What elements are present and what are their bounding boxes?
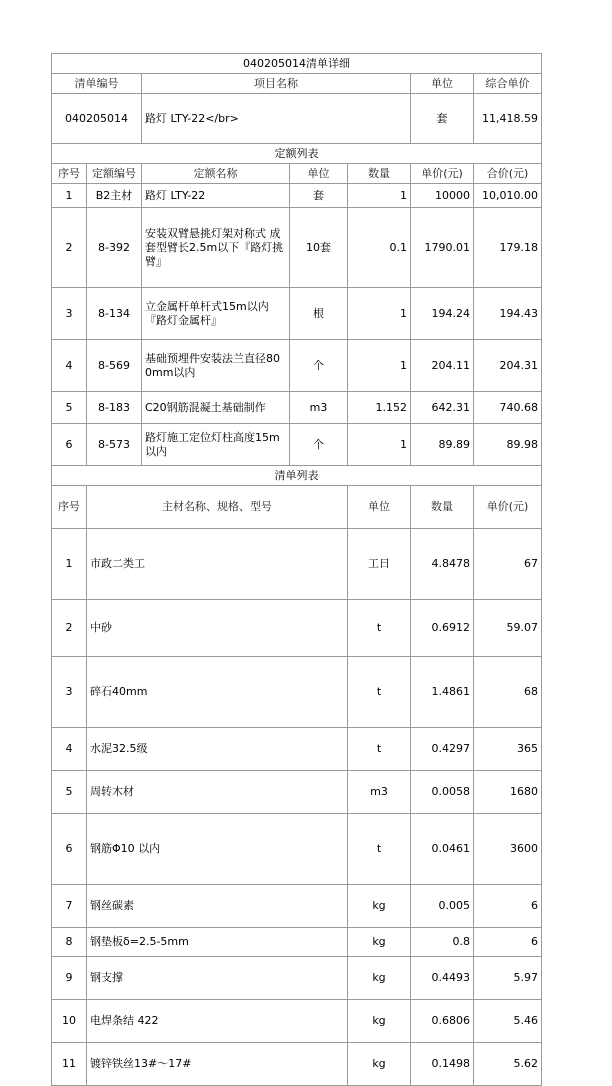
material-unit: kg	[348, 885, 411, 928]
materials-header-name: 主材名称、规格、型号	[87, 486, 348, 529]
material-row	[52, 771, 542, 814]
material-qty: 0.1498	[411, 1043, 474, 1086]
material-row	[52, 1043, 542, 1086]
quota-code: B2主材	[87, 184, 142, 208]
quota-section-title: 定额列表	[52, 144, 542, 164]
material-name: 水泥32.5级	[87, 728, 348, 771]
materials-section-title: 清单列表	[52, 466, 542, 486]
material-qty: 0.6912	[411, 600, 474, 657]
material-name: 钢丝碳素	[87, 885, 348, 928]
material-qty: 0.8	[411, 928, 474, 957]
material-row	[52, 600, 542, 657]
material-qty: 0.0058	[411, 771, 474, 814]
quota-section-row	[52, 144, 542, 164]
material-no: 9	[52, 957, 87, 1000]
material-unit: t	[348, 814, 411, 885]
quota-unit: 10套	[290, 208, 348, 288]
bill-header-unit: 单位	[411, 74, 474, 94]
material-qty: 0.005	[411, 885, 474, 928]
quota-no: 6	[52, 424, 87, 466]
quota-row	[52, 208, 542, 288]
material-qty: 4.8478	[411, 529, 474, 600]
materials-section-row	[52, 466, 542, 486]
quota-name: 路灯施工定位灯柱高度15m以内	[142, 424, 290, 466]
material-qty: 0.4297	[411, 728, 474, 771]
bill-code: 040205014	[52, 94, 142, 144]
quota-qty: 1.152	[348, 392, 411, 424]
material-unit: kg	[348, 928, 411, 957]
quota-unit: 套	[290, 184, 348, 208]
quota-name: 路灯 LTY-22	[142, 184, 290, 208]
material-price: 3600	[474, 814, 542, 885]
material-price: 5.46	[474, 1000, 542, 1043]
material-no: 1	[52, 529, 87, 600]
material-no: 7	[52, 885, 87, 928]
quota-unit: 个	[290, 340, 348, 392]
material-no: 11	[52, 1043, 87, 1086]
quota-name: 基础预埋件安装法兰直径800mm以内	[142, 340, 290, 392]
materials-header-no: 序号	[52, 486, 87, 529]
material-unit: kg	[348, 957, 411, 1000]
quota-name: 安装双臂悬挑灯架对称式 成套型臂长2.5m以下『路灯挑臂』	[142, 208, 290, 288]
material-no: 6	[52, 814, 87, 885]
quota-no: 4	[52, 340, 87, 392]
quota-row	[52, 288, 542, 340]
material-no: 4	[52, 728, 87, 771]
material-qty: 1.4861	[411, 657, 474, 728]
material-price: 59.07	[474, 600, 542, 657]
material-name: 镀锌铁丝13#～17#	[87, 1043, 348, 1086]
quota-total: 89.98	[474, 424, 542, 466]
material-no: 8	[52, 928, 87, 957]
material-name: 电焊条结 422	[87, 1000, 348, 1043]
bill-header-price: 综合单价	[474, 74, 542, 94]
quota-qty: 0.1	[348, 208, 411, 288]
quota-row	[52, 392, 542, 424]
quota-header-qty: 数量	[348, 164, 411, 184]
quota-name: C20钢筋混凝土基础制作	[142, 392, 290, 424]
materials-header-qty: 数量	[411, 486, 474, 529]
material-no: 3	[52, 657, 87, 728]
quota-code: 8-392	[87, 208, 142, 288]
quota-header-code: 定额编号	[87, 164, 142, 184]
material-row	[52, 957, 542, 1000]
material-unit: m3	[348, 771, 411, 814]
material-unit: kg	[348, 1043, 411, 1086]
quota-price: 194.24	[411, 288, 474, 340]
material-unit: t	[348, 728, 411, 771]
title-row	[52, 54, 542, 74]
material-name: 中砂	[87, 600, 348, 657]
quota-total: 179.18	[474, 208, 542, 288]
material-qty: 0.0461	[411, 814, 474, 885]
material-price: 6	[474, 885, 542, 928]
material-price: 5.62	[474, 1043, 542, 1086]
quota-header-no: 序号	[52, 164, 87, 184]
material-unit: kg	[348, 1000, 411, 1043]
material-row	[52, 529, 542, 600]
quota-total: 740.68	[474, 392, 542, 424]
materials-header-unit: 单位	[348, 486, 411, 529]
quota-unit: 根	[290, 288, 348, 340]
materials-header-price: 单价(元)	[474, 486, 542, 529]
quota-price: 642.31	[411, 392, 474, 424]
material-row	[52, 814, 542, 885]
quota-unit: 个	[290, 424, 348, 466]
quota-price: 10000	[411, 184, 474, 208]
material-price: 5.97	[474, 957, 542, 1000]
page-title: 040205014清单详细	[52, 54, 542, 74]
material-name: 碎石40mm	[87, 657, 348, 728]
quota-price: 1790.01	[411, 208, 474, 288]
quota-header-name: 定额名称	[142, 164, 290, 184]
material-unit: 工日	[348, 529, 411, 600]
material-name: 钢垫板δ=2.5-5mm	[87, 928, 348, 957]
material-row	[52, 657, 542, 728]
material-price: 1680	[474, 771, 542, 814]
quota-no: 1	[52, 184, 87, 208]
quota-code: 8-134	[87, 288, 142, 340]
quota-total: 10,010.00	[474, 184, 542, 208]
bill-unit: 套	[411, 94, 474, 144]
quota-total: 194.43	[474, 288, 542, 340]
material-unit: t	[348, 600, 411, 657]
bill-row	[52, 94, 542, 144]
material-price: 6	[474, 928, 542, 957]
material-qty: 0.6806	[411, 1000, 474, 1043]
quota-unit: m3	[290, 392, 348, 424]
quota-no: 5	[52, 392, 87, 424]
quota-no: 2	[52, 208, 87, 288]
quota-qty: 1	[348, 424, 411, 466]
bill-header-name: 项目名称	[142, 74, 411, 94]
material-row	[52, 928, 542, 957]
quota-price: 89.89	[411, 424, 474, 466]
quota-header-price: 单价(元)	[411, 164, 474, 184]
quota-code: 8-183	[87, 392, 142, 424]
quota-header-unit: 单位	[290, 164, 348, 184]
material-no: 10	[52, 1000, 87, 1043]
quota-name: 立金属杆单杆式15m以内『路灯金属杆』	[142, 288, 290, 340]
bill-price: 11,418.59	[474, 94, 542, 144]
quota-row	[52, 184, 542, 208]
material-name: 钢支撑	[87, 957, 348, 1000]
quota-no: 3	[52, 288, 87, 340]
quota-row	[52, 340, 542, 392]
materials-header-row	[52, 486, 542, 529]
bill-header-code: 清单编号	[52, 74, 142, 94]
quota-code: 8-573	[87, 424, 142, 466]
quota-qty: 1	[348, 288, 411, 340]
material-row	[52, 885, 542, 928]
quota-qty: 1	[348, 340, 411, 392]
bill-name: 路灯 LTY-22</br>	[142, 94, 411, 144]
material-price: 365	[474, 728, 542, 771]
material-qty: 0.4493	[411, 957, 474, 1000]
material-price: 68	[474, 657, 542, 728]
material-no: 2	[52, 600, 87, 657]
material-unit: t	[348, 657, 411, 728]
bill-header-row	[52, 74, 542, 94]
quota-header-total: 合价(元)	[474, 164, 542, 184]
material-no: 5	[52, 771, 87, 814]
material-name: 市政二类工	[87, 529, 348, 600]
material-row	[52, 728, 542, 771]
quota-row	[52, 424, 542, 466]
quota-total: 204.31	[474, 340, 542, 392]
material-price: 67	[474, 529, 542, 600]
quota-qty: 1	[348, 184, 411, 208]
quota-header-row	[52, 164, 542, 184]
material-row	[52, 1000, 542, 1043]
material-name: 周转木材	[87, 771, 348, 814]
quota-code: 8-569	[87, 340, 142, 392]
bill-detail-table	[51, 53, 542, 1086]
quota-price: 204.11	[411, 340, 474, 392]
material-name: 钢筋Φ10 以内	[87, 814, 348, 885]
